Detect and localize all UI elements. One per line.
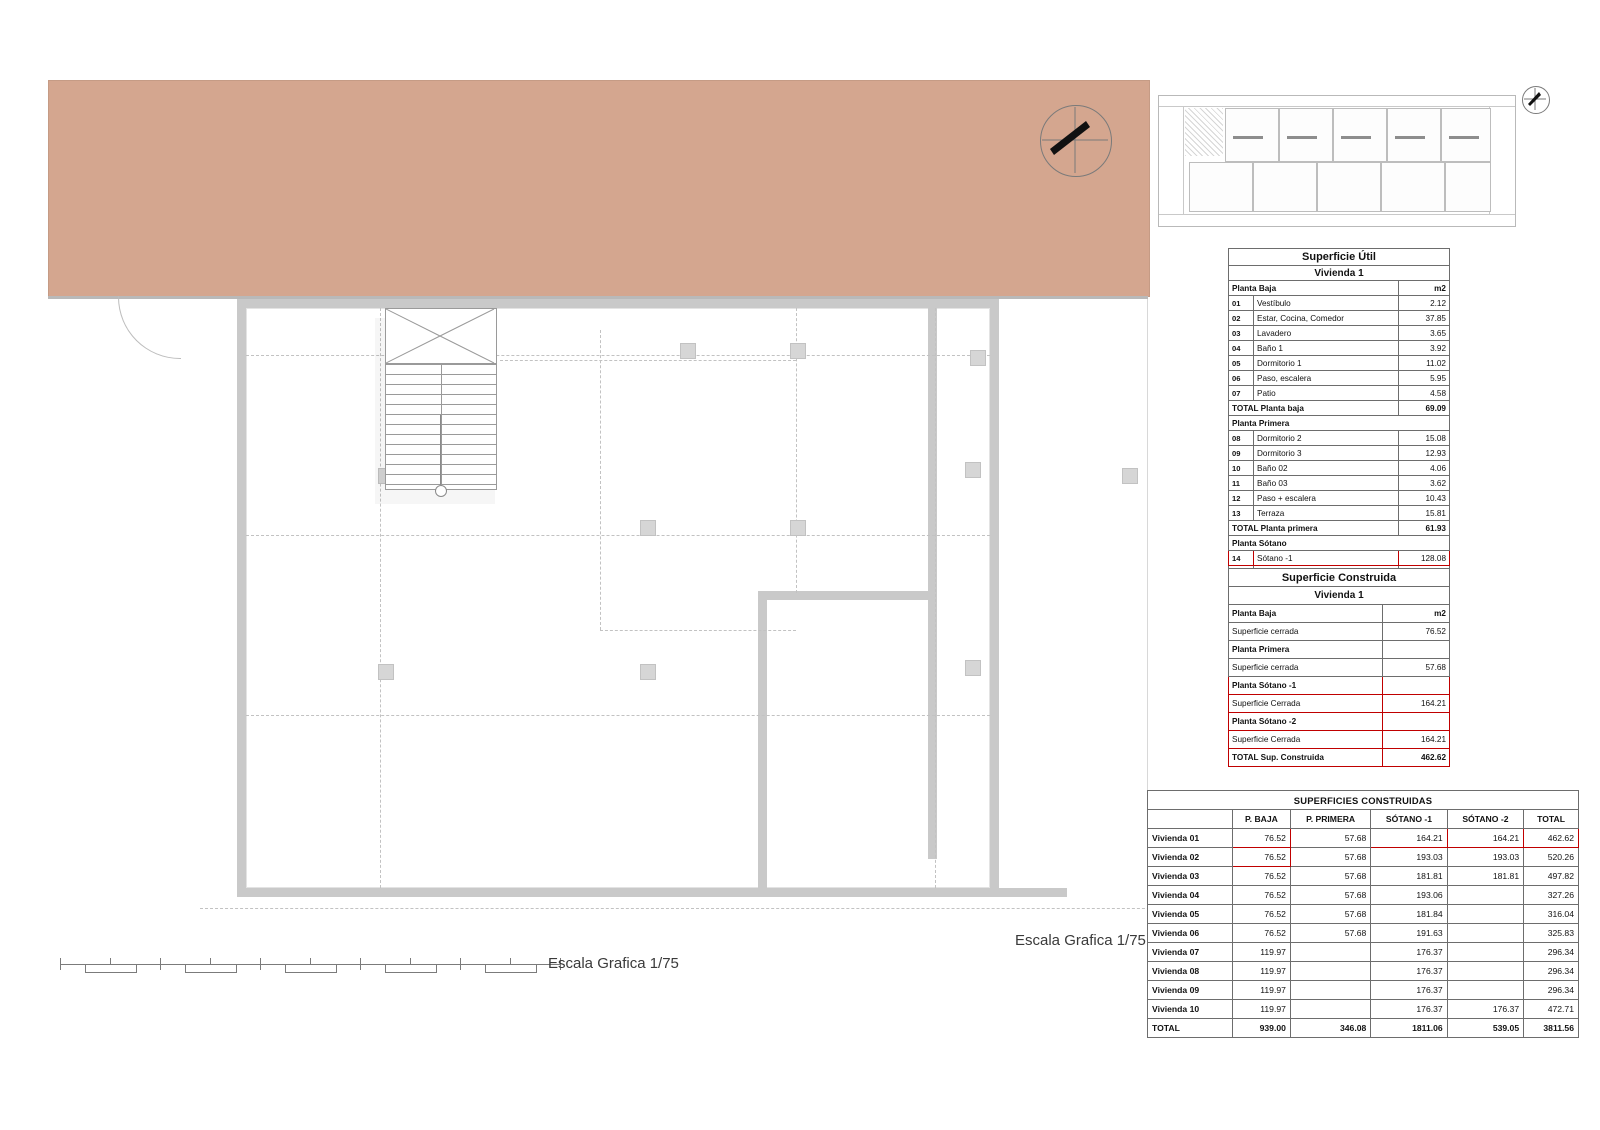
roof-slab-block <box>48 80 1150 297</box>
graphic-scale-bar <box>60 950 580 980</box>
room-area: 3.65 <box>1399 326 1450 341</box>
scale-segment <box>85 964 137 973</box>
cell-sotano-2 <box>1447 943 1523 962</box>
room-code: 14 <box>1229 551 1254 566</box>
total-grand: 3811.56 <box>1524 1019 1579 1038</box>
keyplan-unit <box>1279 108 1333 162</box>
table-row <box>1229 605 1450 623</box>
stair-core <box>385 308 497 490</box>
row-value <box>1383 713 1450 731</box>
row-label: Superficie cerrada <box>1229 623 1383 641</box>
room-name: Dormitorio 3 <box>1254 446 1399 461</box>
room-area: 11.02 <box>1399 356 1450 371</box>
table-row-highlighted <box>1229 731 1450 749</box>
table-superficies-construidas <box>1147 790 1579 1038</box>
cell-p-baja: 119.97 <box>1233 981 1291 1000</box>
room-code: 10 <box>1229 461 1254 476</box>
room-area: 10.43 <box>1399 491 1450 506</box>
floor-plan-drawing <box>40 60 1150 1020</box>
structural-column <box>970 350 986 366</box>
room-name: Terraza <box>1254 506 1399 521</box>
room-name: Dormitorio 1 <box>1254 356 1399 371</box>
keyplan-line <box>1159 214 1515 215</box>
room-name: Sótano -1 <box>1254 551 1399 566</box>
room-code: 08 <box>1229 431 1254 446</box>
scale-segment <box>185 964 237 973</box>
unit-name: Vivienda 01 <box>1148 829 1233 848</box>
room-name: Baño 1 <box>1254 341 1399 356</box>
table-row <box>1148 943 1579 962</box>
keyplan-line <box>1183 106 1184 214</box>
row-label: Superficie Cerrada <box>1229 695 1383 713</box>
room-code: 01 <box>1229 296 1254 311</box>
room-code: 04 <box>1229 341 1254 356</box>
table-header-row <box>1148 810 1579 829</box>
room-code: 05 <box>1229 356 1254 371</box>
row-value <box>1383 641 1450 659</box>
cell-p-baja: 76.52 <box>1233 905 1291 924</box>
keyplan-line <box>1159 106 1515 107</box>
keyplan-highlight <box>1287 136 1317 139</box>
dashed-guide-line <box>246 535 990 536</box>
structural-column <box>790 343 806 359</box>
cell-p-primera <box>1290 1000 1370 1019</box>
section-header: Planta Primera <box>1229 641 1383 659</box>
keyplan-north-needle <box>1523 87 1547 111</box>
room-area: 5.95 <box>1399 371 1450 386</box>
section-header: Planta Sótano -2 <box>1229 713 1383 731</box>
table-superficie-util <box>1228 248 1450 596</box>
cell-sotano-2 <box>1447 924 1523 943</box>
unit-name: Vivienda 08 <box>1148 962 1233 981</box>
table-row <box>1229 659 1450 677</box>
table-row <box>1229 341 1450 356</box>
room-area: 15.08 <box>1399 431 1450 446</box>
table-row <box>1229 446 1450 461</box>
table-row-highlighted <box>1229 713 1450 731</box>
table-row <box>1148 886 1579 905</box>
scale-segment <box>285 964 337 973</box>
cell-sotano-2 <box>1447 981 1523 1000</box>
room-area: 4.06 <box>1399 461 1450 476</box>
room-name: Dormitorio 2 <box>1254 431 1399 446</box>
scale-tick <box>60 958 61 970</box>
structural-column <box>965 462 981 478</box>
row-label: Superficie cerrada <box>1229 659 1383 677</box>
table-row <box>1229 461 1450 476</box>
cell-sotano-2: 181.81 <box>1447 867 1523 886</box>
table-row <box>1229 311 1450 326</box>
room-name: Vestíbulo <box>1254 296 1399 311</box>
row-value <box>1383 677 1450 695</box>
room-area: 37.85 <box>1399 311 1450 326</box>
dashed-guide-line <box>246 715 990 716</box>
table-row-highlighted <box>1229 677 1450 695</box>
cell-p-baja: 119.97 <box>1233 1000 1291 1019</box>
keyplan-highlight <box>1233 136 1263 139</box>
cell-p-primera: 57.68 <box>1290 829 1370 848</box>
total-label: TOTAL Planta primera <box>1229 521 1399 536</box>
room-area: 128.08 <box>1399 551 1450 566</box>
structural-column <box>378 664 394 680</box>
table-row <box>1148 829 1579 848</box>
room-name: Baño 02 <box>1254 461 1399 476</box>
stair-center-line <box>441 364 442 489</box>
room-name: Paso + escalera <box>1254 491 1399 506</box>
structural-column <box>680 343 696 359</box>
section-header: Planta Sótano -1 <box>1229 677 1383 695</box>
keyplan-highlight <box>1341 136 1371 139</box>
scale-segment <box>385 964 437 973</box>
table-subtitle: Vivienda 1 <box>1229 266 1450 281</box>
cell-total: 316.04 <box>1524 905 1579 924</box>
table-total-row <box>1229 521 1450 536</box>
row-value: 57.68 <box>1383 659 1450 677</box>
total-p-primera: 346.08 <box>1290 1019 1370 1038</box>
table-title: Superficie Construida <box>1229 569 1450 587</box>
keyplan-unit <box>1333 108 1387 162</box>
room-code: 11 <box>1229 476 1254 491</box>
stair-landing-diagonals <box>386 309 496 363</box>
keyplan-unit <box>1317 162 1381 212</box>
cell-p-primera <box>1290 943 1370 962</box>
keyplan-hatch <box>1185 108 1223 156</box>
cell-p-primera: 57.68 <box>1290 886 1370 905</box>
unit-label: m2 <box>1399 281 1450 296</box>
section-header: Planta Sótano <box>1229 536 1450 551</box>
unit-name: Vivienda 07 <box>1148 943 1233 962</box>
section-header: Planta Primera <box>1229 416 1450 431</box>
room-name: Paso, escalera <box>1254 371 1399 386</box>
scale-tick <box>460 958 461 970</box>
total-label: TOTAL <box>1148 1019 1233 1038</box>
unit-name: Vivienda 09 <box>1148 981 1233 1000</box>
total-label: TOTAL Planta baja <box>1229 401 1399 416</box>
room-area: 4.58 <box>1399 386 1450 401</box>
cell-total: 325.83 <box>1524 924 1579 943</box>
room-code: 12 <box>1229 491 1254 506</box>
room-name: Patio <box>1254 386 1399 401</box>
cell-p-baja: 76.52 <box>1233 829 1291 848</box>
table-row <box>1229 371 1450 386</box>
bottom-right-room <box>758 591 928 897</box>
table-row <box>1229 623 1450 641</box>
table-total-row <box>1229 749 1450 767</box>
room-area: 3.62 <box>1399 476 1450 491</box>
dashed-guide-line <box>200 908 1190 909</box>
cell-sotano-1: 176.37 <box>1371 981 1447 1000</box>
door-swing-arc <box>118 296 181 359</box>
row-value: 164.21 <box>1383 695 1450 713</box>
dashed-guide-line <box>935 308 936 888</box>
stair-direction-arrow <box>440 415 441 485</box>
unit-name: Vivienda 02 <box>1148 848 1233 867</box>
cell-total: 296.34 <box>1524 962 1579 981</box>
table-subtitle: Vivienda 1 <box>1229 587 1450 605</box>
unit-label: m2 <box>1383 605 1450 623</box>
table-row <box>1148 848 1579 867</box>
north-arrow-compass <box>1040 105 1112 177</box>
dashed-guide-line <box>600 330 601 630</box>
cell-p-baja: 76.52 <box>1233 867 1291 886</box>
cell-sotano-2: 193.03 <box>1447 848 1523 867</box>
keyplan-north-icon <box>1522 86 1550 114</box>
table-row <box>1148 962 1579 981</box>
total-value: 462.62 <box>1383 749 1450 767</box>
cell-p-baja: 119.97 <box>1233 962 1291 981</box>
stair-origin-marker <box>435 485 447 497</box>
table-row <box>1148 924 1579 943</box>
room-area: 2.12 <box>1399 296 1450 311</box>
cell-sotano-2 <box>1447 905 1523 924</box>
cell-p-baja: 76.52 <box>1233 848 1291 867</box>
structural-column <box>1122 468 1138 484</box>
structural-column <box>640 520 656 536</box>
cell-sotano-1: 193.03 <box>1371 848 1447 867</box>
bottom-wall-extension <box>237 888 1067 897</box>
keyplan-highlight <box>1449 136 1479 139</box>
total-p-baja: 939.00 <box>1233 1019 1291 1038</box>
table-row <box>1229 491 1450 506</box>
total-sotano-2: 539.05 <box>1447 1019 1523 1038</box>
room-code: 07 <box>1229 386 1254 401</box>
scale-label-secondary: Escala Grafica 1/75 <box>1015 932 1146 949</box>
dashed-guide-line <box>600 630 796 631</box>
dashed-guide-line <box>246 355 990 356</box>
keyplan-highlight <box>1395 136 1425 139</box>
table-row <box>1229 641 1450 659</box>
section-header: Planta Baja <box>1229 281 1399 296</box>
table-row <box>1148 1000 1579 1019</box>
dashed-guide-line <box>500 360 796 361</box>
room-code: 06 <box>1229 371 1254 386</box>
row-value: 164.21 <box>1383 731 1450 749</box>
cell-sotano-2 <box>1447 886 1523 905</box>
cell-p-primera: 57.68 <box>1290 924 1370 943</box>
structural-column <box>640 664 656 680</box>
structural-column <box>965 660 981 676</box>
cell-sotano-1: 181.84 <box>1371 905 1447 924</box>
scale-tick <box>260 958 261 970</box>
room-area: 3.92 <box>1399 341 1450 356</box>
table-row <box>1229 296 1450 311</box>
column-header <box>1148 810 1233 829</box>
room-area: 12.93 <box>1399 446 1450 461</box>
table-row <box>1229 326 1450 341</box>
cell-p-primera: 57.68 <box>1290 867 1370 886</box>
cell-total: 472.71 <box>1524 1000 1579 1019</box>
keyplan-unit <box>1445 162 1491 212</box>
row-value: 76.52 <box>1383 623 1450 641</box>
total-sotano-1: 1811.06 <box>1371 1019 1447 1038</box>
right-info-column <box>1150 0 1600 1130</box>
cell-total: 296.34 <box>1524 981 1579 1000</box>
cell-sotano-1: 193.06 <box>1371 886 1447 905</box>
room-code: 03 <box>1229 326 1254 341</box>
room-name: Baño 03 <box>1254 476 1399 491</box>
table-row-highlighted <box>1229 695 1450 713</box>
table-title: Superficie Útil <box>1229 249 1450 266</box>
column-header: SÓTANO -2 <box>1447 810 1523 829</box>
keyplan-unit <box>1441 108 1491 162</box>
room-area: 15.81 <box>1399 506 1450 521</box>
keyplan-unit <box>1189 162 1253 212</box>
keyplan-unit <box>1381 162 1445 212</box>
unit-name: Vivienda 03 <box>1148 867 1233 886</box>
cell-total: 462.62 <box>1524 829 1579 848</box>
cell-total: 497.82 <box>1524 867 1579 886</box>
table-superficie-construida <box>1228 568 1450 767</box>
keyplan-unit <box>1387 108 1441 162</box>
table-row <box>1229 386 1450 401</box>
cell-sotano-1: 191.63 <box>1371 924 1447 943</box>
stair-landing <box>386 309 496 364</box>
cell-sotano-2: 176.37 <box>1447 1000 1523 1019</box>
section-header: Planta Baja <box>1229 605 1383 623</box>
cell-sotano-1: 176.37 <box>1371 1000 1447 1019</box>
table-row <box>1229 431 1450 446</box>
cell-p-baja: 76.52 <box>1233 924 1291 943</box>
cell-sotano-2: 164.21 <box>1447 829 1523 848</box>
table-total-row <box>1229 401 1450 416</box>
table-row <box>1229 356 1450 371</box>
cell-p-baja: 119.97 <box>1233 943 1291 962</box>
total-label: TOTAL Sup. Construida <box>1229 749 1383 767</box>
table-row-highlighted <box>1229 551 1450 566</box>
room-code: 09 <box>1229 446 1254 461</box>
cell-p-baja: 76.52 <box>1233 886 1291 905</box>
compass-ring <box>1040 105 1112 177</box>
unit-name: Vivienda 05 <box>1148 905 1233 924</box>
unit-name: Vivienda 06 <box>1148 924 1233 943</box>
column-header: SÓTANO -1 <box>1371 810 1447 829</box>
structural-column <box>790 520 806 536</box>
cell-sotano-1: 176.37 <box>1371 962 1447 981</box>
room-code: 13 <box>1229 506 1254 521</box>
table-row <box>1148 981 1579 1000</box>
room-name: Lavadero <box>1254 326 1399 341</box>
unit-name: Vivienda 04 <box>1148 886 1233 905</box>
total-value: 61.93 <box>1399 521 1450 536</box>
column-header: P. PRIMERA <box>1290 810 1370 829</box>
scale-segment <box>485 964 537 973</box>
room-name: Estar, Cocina, Comedor <box>1254 311 1399 326</box>
table-row <box>1148 867 1579 886</box>
cell-sotano-1: 176.37 <box>1371 943 1447 962</box>
site-key-plan <box>1158 95 1516 227</box>
total-value: 69.09 <box>1399 401 1450 416</box>
scale-tick <box>160 958 161 970</box>
unit-name: Vivienda 10 <box>1148 1000 1233 1019</box>
table-title: SUPERFICIES CONSTRUIDAS <box>1148 791 1579 810</box>
cell-sotano-2 <box>1447 962 1523 981</box>
cell-total: 296.34 <box>1524 943 1579 962</box>
cell-p-primera: 57.68 <box>1290 848 1370 867</box>
right-bay-outline <box>937 299 1148 859</box>
keyplan-unit <box>1225 108 1279 162</box>
table-row <box>1229 476 1450 491</box>
cell-p-primera <box>1290 981 1370 1000</box>
cell-total: 520.26 <box>1524 848 1579 867</box>
cell-total: 327.26 <box>1524 886 1579 905</box>
cell-sotano-1: 181.81 <box>1371 867 1447 886</box>
cell-sotano-1: 164.21 <box>1371 829 1447 848</box>
room-code: 02 <box>1229 311 1254 326</box>
scale-label: Escala Grafica 1/75 <box>548 955 679 972</box>
table-row <box>1148 905 1579 924</box>
column-header: P. BAJA <box>1233 810 1291 829</box>
scale-tick <box>360 958 361 970</box>
keyplan-unit <box>1253 162 1317 212</box>
row-label: Superficie Cerrada <box>1229 731 1383 749</box>
cell-p-primera: 57.68 <box>1290 905 1370 924</box>
cell-p-primera <box>1290 962 1370 981</box>
table-total-row <box>1148 1019 1579 1038</box>
table-row <box>1229 506 1450 521</box>
column-header: TOTAL <box>1524 810 1579 829</box>
